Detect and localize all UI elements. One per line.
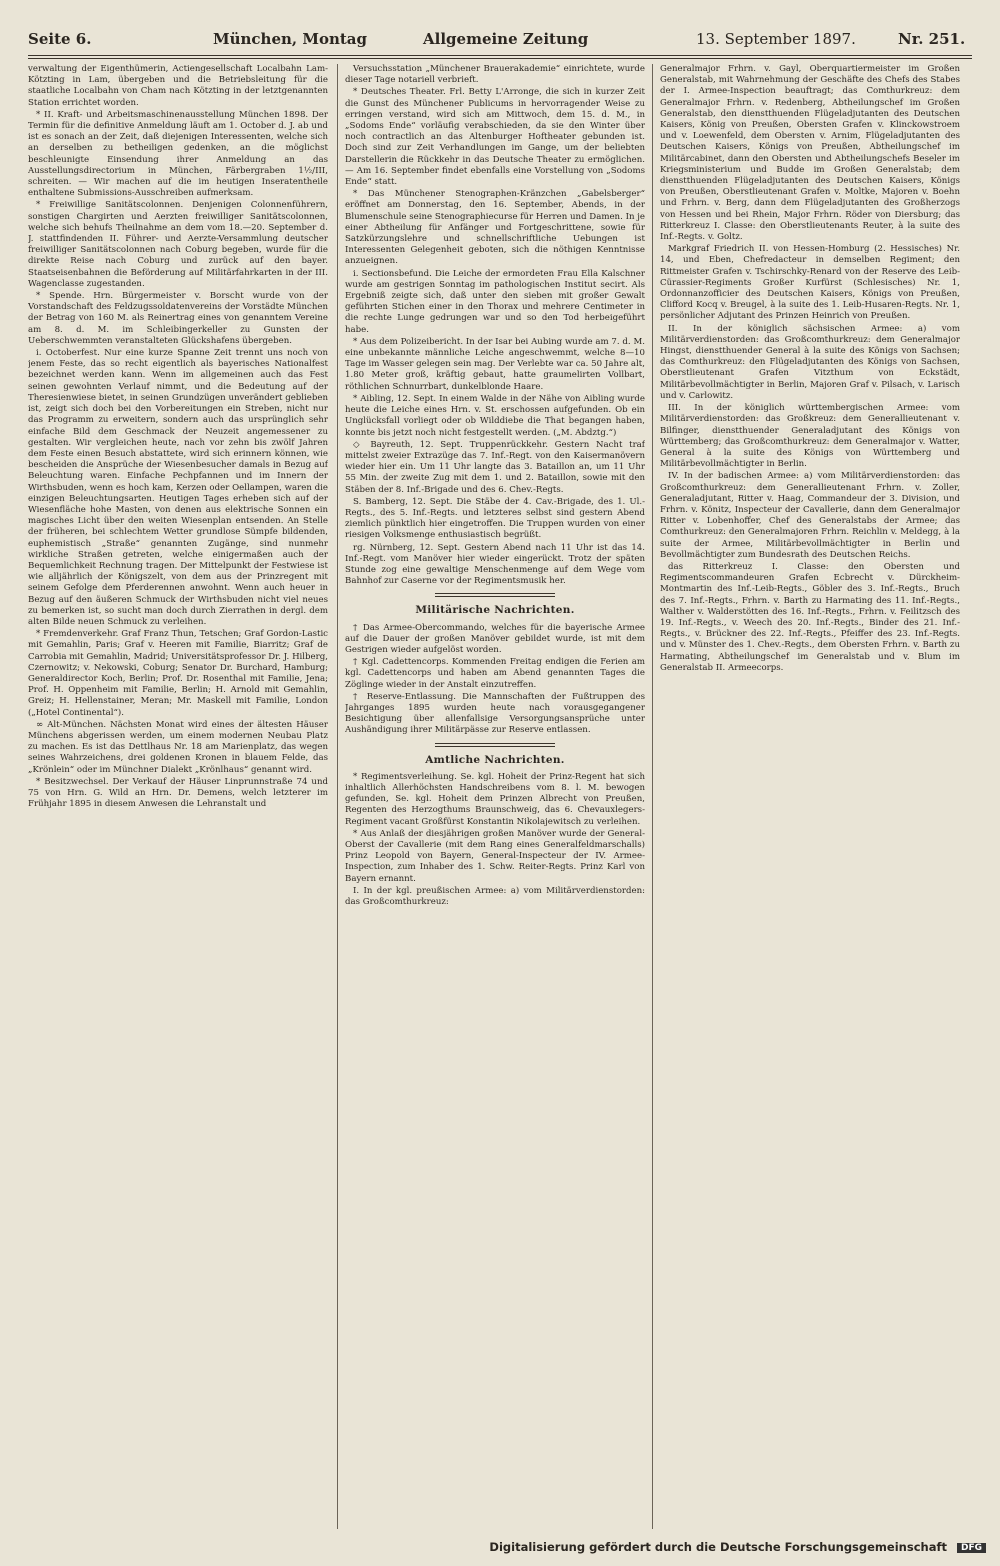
article-paragraph: † Kgl. Cadettencorps. Kommenden Freitag endigen die Ferien am kgl. Cadettencorps und haben am Abend genannten Tages die Zöglinge wieder in der Anstalt einzutreffen. <box>345 657 645 690</box>
article-paragraph: III. In der königlich württembergischen Armee: vom Militärverdienstorden: das Großkreuz: dem Generallieutenant v. Bilfinger, dienstthuender Generaladjutant des Königs von Württemberg; das Großcomthurkreuz: dem Generalmajor v. Watter, General à la suite des Königs von Württemberg und Militärbevollmächtigter in Berlin. <box>660 403 960 470</box>
article-paragraph: * Aus Anlaß der diesjährigen großen Manöver wurde der General-Oberst der Cavallerie (mit dem Rang eines Generalfeldmarschalls) Prinz Leopold von Bayern, General-Inspecteur der IV. Armee-Inspection, zum Inhaber des 1. Schw. Reiter-Regts. Prinz Karl von Bayern ernannt. <box>345 828 645 884</box>
article-paragraph: * Besitzwechsel. Der Verkauf der Häuser Linprunnstraße 74 und 75 von Hrn. G. Wild an Hrn. Dr. Demens, welch letzterer im Frühjahr 1895 in diesem Anwesen die Lehranstalt und <box>28 776 328 810</box>
article-paragraph: * Das Münchener Stenographen-Kränzchen „Gabelsberger“ eröffnet am Donnerstag, den 16. September, Abends, in der Blumenschule seine Stenographiecurse für Herren und Damen. In je einer Abtheilung für Anfänger und Fortgeschrittene, sowie für Satzkürzungslehre und schnellschriftliche Uebungen ist Interessenten Gelegenheit geboten, sich die nöthigen Kenntnisse anzueignen. <box>345 189 645 267</box>
column-separator <box>652 64 653 1529</box>
article-paragraph: * Regimentsverleihung. Se. kgl. Hoheit der Prinz-Regent hat sich inhaltlich Allerhöchsten Handschreibens vom 8. l. M. bewogen gefunden, Se. kgl. Hoheit dem Prinzen Albrecht von Preußen, Regenten des Herzogthums Braunschweig, das 6. Chevauxlegers-Regiment vacant Großfürst Konstantin Nikolajewitsch zu verleihen. <box>345 771 645 827</box>
section-heading-military: Militärische Nachrichten. <box>415 604 575 617</box>
column-1 <box>28 64 328 1534</box>
article-paragraph: * II. Kraft- und Arbeitsmaschinenausstellung München 1898. Der Termin für die definitive Anmeldung läuft am 1. October d. J. ab und ist es sonach an der Zeit, daß diejenigen Interessenten, welche sich an derselben zu betheiligen gedenken, an die möglichst beschleunigte Einsendung ihrer Anmeldung an das Ausstellungsdirectorium in München, Färbergraben 1½/III, schreiten. — Wir machen auf die im heutigen Inseratentheile enthaltene Submissions-Ausschreiben aufmerksam. <box>28 109 328 199</box>
newspaper-title: Allgemeine Zeitung <box>423 30 589 48</box>
article-paragraph: * Fremdenverkehr. Graf Franz Thun, Tetschen; Graf Gordon-Lastic mit Gemahlin, Paris; Graf v. Heeren mit Familie, Biarritz; Graf de Carrobia mit Gemahlin, Madrid; Universitätsprofessor Dr. J. Hilberg, Czernowitz; v. Nekowski, Coburg; Senator Dr. Burchard, Hamburg; Generaldirector Koch, Berlin; Prof. Dr. Rosenthal mit Familie, Jena; Prof. H. Oppenheim mit Familie, Berlin; H. Arnold mit Gemahlin, Greiz; H. Hellenstainer, Meran; Mr. Maskell mit Familie, London („Hotel Continental“). <box>28 629 328 718</box>
article-paragraph: Generalmajor Frhrn. v. Gayl, Oberquartiermeister im Großen Generalstab, mit Wahrnehmung der Geschäfte des Chefs des Stabes der I. Armee-Inspection beauftragt; das Comthurkreuz: dem Generalmajor Frhrn. v. Redenberg, Abtheilungschef im Großen Generalstab, den dienstthuenden Flügeladjutanten des Deutschen Kaisers, König von Preußen, Obersten Grafen v. Klinckowstroem und v. Loewenfeld, dem Obersten v. Arnim, Flügeladjutanten des Deutschen Kaisers, Königs von Preußen, Abtheilungschef im Militärcabinet, dann den Obersten und Abtheilungschefs Beseler im Kriegsministerium und Budde im Großen Generalstab; dem dienstthuenden Flügeladjutanten des Deutschen Kaisers, Königs von Preußen, Oberstlieutenant Grafen v. Moltke, Majoren v. Boehn und Frhrn. v. Berg, dann dem Flügeladjutanten des Großherzogs von Hessen und bei Rhein, Major Frhrn. Röder von Diersburg; das Ritterkreuz I. Classe: den Oberstlieutenants Reuter, à la suite des Inf.-Regts. v. Goltz. <box>660 64 960 243</box>
article-paragraph: II. In der königlich sächsischen Armee: a) vom Militärverdienstorden: das Großcomthurkreuz: dem Generalmajor Hingst, dienstthuender General à la suite des Königs von Sachsen; das Comthurkreuz: den Flügeladjutanten des Königs von Sachsen, Oberstlieutenant Grafen Vitzthum von Eckstädt, Militärbevollmächtigter in Berlin, Majoren Graf v. Pilsach, v. Larisch und v. Carlowitz. <box>660 323 960 401</box>
article-paragraph: i. Octoberfest. Nur eine kurze Spanne Zeit trennt uns noch von jenem Feste, das so recht eigentlich als bayerisches Nationalfest bezeichnet werden kann. Wenn im allgemeinen auch das Fest seinen gewohnten Verlauf nimmt, und die Bedeutung auf der Theresienwiese bietet, in seinen Grundzügen unverändert geblieben ist, zeigt sich doch bei den Vorbereitungen ein Streben, nicht nur das Programm zu erweitern, sondern auch das ursprünglich sehr einfache Bild dem Geschmack der Neuzeit angemessener zu gestalten. Wir vergleichen heute, nach vor zehn bis zwölf Jahren dem Feste einen Besuch abstattete, wird sich erinnern können, wie bescheiden die Ansprüche der Wiesenbesucher damals in Bezug auf Beleuchtung waren. Einfache Pechpfannen und im Innern der Wirthsbuden, wenn es hoch kam, Kerzen oder Oellampen, waren die einzigen Beleuchtungsarten. Heutigen Tages erheben sich auf der Wiesenfläche hohe Masten, von denen aus elektrische Sonnen ein magisches Licht über den weiten Wiesenplan entsenden. An Stelle der früheren, bei schlechtem Wetter grundlose Sümpfe bildenden, euphemistisch „Straße“ genannten Zugänge, sind nunmehr wirkliche Straßen getreten, welche einigermaßen auch der Bequemlichkeit Rechnung tragen. Der Mittelpunkt der Festwiese ist wie alljährlich der Königszelt, von dem aus der Prinzregent mit seinem Gefolge dem Pferderennen anwohnt. Wenn auch heuer in Bezug auf den äußeren Schmuck der Wirthsbuden nicht viel neues zu bemerken ist, so sucht man doch durch Zierrathen in dergl. dem alten Bilde neuen Schmuck zu verleihen. <box>28 348 328 627</box>
article-paragraph: * Aus dem Polizeibericht. In der Isar bei Aubing wurde am 7. d. M. eine unbekannte männliche Leiche angeschwemmt, welche 8—10 Tage im Wasser gelegen sein mag. Der Verlebte war ca. 50 Jahre alt, 1.80 Meter groß, kräftig gebaut, hatte graumelirten Vollbart, röthlichen Schnurrbart, dunkelblonde Haare. <box>345 336 645 392</box>
header-rule-2 <box>28 58 972 59</box>
article-paragraph: Markgraf Friedrich II. von Hessen-Homburg (2. Hessisches) Nr. 14, und Eben, Chefredacteur in demselben Regiment; den Rittmeister Grafen v. Tschirschky-Renard von der Reserve des Leib-Cürassier-Regiments Großer Kurfürst (Schlesisches) Nr. 1, Ordonnanzofficier des Deutschen Kaisers, Königs von Preußen, Clifford Kocq v. Breugel, à la suite des 1. Leib-Husaren-Regts. Nr. 1, persönlicher Adjutant des Prinzen Heinrich von Preußen. <box>660 244 960 322</box>
article-paragraph: * Freiwillige Sanitätscolonnen. Denjenigen Colonnenführern, sonstigen Chargirten und Aerzten freiwilliger Sanitätscolonnen, welche sich behufs Theilnahme an dem vom 18.—20. September d. J. stattfindenden II. Führer- und Aerzte-Versammlung deutscher freiwilliger Sanitätscolonnen nach Coburg begeben, wurde für die direkte Reise nach Coburg und zurück auf den bayer. Staatseisenbahnen die Beförderung auf Militärfahrkarten in der III. Wagenclasse zugestanden. <box>28 200 328 289</box>
article-paragraph: * Deutsches Theater. Frl. Betty L'Arronge, die sich in kurzer Zeit die Gunst des Münchener Publicums in hervorragender Weise zu erringen verstand, wird sich am Mittwoch, dem 15. d. M., in „Sodoms Ende“ vorläufig verabschieden, da sie den Winter über noch contractlich an das Altenburger Hoftheater gebunden ist. Doch sind zur Zeit Verhandlungen im Gange, um der beliebten Darstellerin die Rückkehr in das Deutsche Theater zu ermöglichen. — Am 16. September findet ebenfalls eine Vorstellung von „Sodoms Ende“ statt. <box>345 87 645 188</box>
article-paragraph: S. Bamberg, 12. Sept. Die Stäbe der 4. Cav.-Brigade, des 1. Ul.-Regts., des 5. Inf.-Regts. und letzteres selbst sind gestern Abend ziemlich pünktlich hier eingetroffen. Die Truppen wurden von einer riesigen Volksmenge enthusiastisch begrüßt. <box>345 496 645 541</box>
article-paragraph: ◇ Bayreuth, 12. Sept. Truppenrückkehr. Gestern Nacht traf mittelst zweier Extrazüge das 7. Inf.-Regt. von den Kaisermanövern wieder hier ein. Um 11 Uhr langte das 3. Bataillon an, um 11 Uhr 55 Min. der zweite Zug mit dem 1. und 2. Bataillon, sowie mit den Stäben der 8. Inf.-Brigade und des 6. Chev.-Regts. <box>345 439 645 495</box>
page-number: Seite 6. <box>28 30 92 48</box>
article-paragraph: * Aibling, 12. Sept. In einem Walde in der Nähe von Aibling wurde heute die Leiche eines Hrn. v. St. erschossen aufgefunden. Ob ein Unglücksfall vorliegt oder ob Wilddiebe die That begangen haben, konnte bis jetzt noch nicht festgestellt werden. („M. Abdztg.“) <box>345 393 645 438</box>
article-paragraph: verwaltung der Eigenthümerin, Actiengesellschaft Localbahn Lam-Kötzting in Lam, übergeben und die Betriebsleitung für die staatliche Localbahn von Cham nach Kötzting in der letztgenannten Station errichtet worden. <box>28 64 328 108</box>
header-rule <box>28 55 972 56</box>
article-paragraph: * Spende. Hrn. Bürgermeister v. Borscht wurde von der Vorstandschaft des Feldzugssoldatenvereins der Vorstädte München der Betrag von 160 M. als Reinertrag eines von genanntem Vereine am 8. d. M. im Schleibingerkeller zu Gunsten der Ueberschwemmten veranstalteten Glückshafens übergeben. <box>28 291 328 346</box>
article-paragraph: rg. Nürnberg, 12. Sept. Gestern Abend nach 11 Uhr ist das 14. Inf.-Regt. vom Manöver hier wieder eingerückt. Trotz der späten Stunde zog eine gewaltige Menschenmenge auf dem Wege vom Bahnhof zur Caserne vor der Regimentsmusik her. <box>345 542 645 587</box>
section-divider <box>435 593 555 597</box>
article-paragraph: † Reserve-Entlassung. Die Mannschaften der Fußtruppen des Jahrganges 1895 wurden heute nach vorausgegangener Besichtigung über allenfallsige Versorgungsansprüche unter Aushändigung ihrer Militärpässe zur Reserve entlassen. <box>345 691 645 736</box>
article-paragraph: Versuchsstation „Münchener Brauerakademie“ einrichtete, wurde dieser Tage notariell verbrieft. <box>345 64 645 86</box>
article-paragraph: das Ritterkreuz I. Classe: den Obersten und Regimentscommandeuren Grafen Ecbrecht v. Dürckheim-Montmartin des Inf.-Leib-Regts., Göbler des 3. Inf.-Regts., Bruch des 7. Inf.-Regts., Frhrn. v. Barth zu Harmating des 11. Inf.-Regts., Walther v. Walderstötten des 16. Inf.-Regts., Frhrn. v. Feilitzsch des 19. Inf.-Regts., v. Weech des 20. Inf.-Regts., Binder des 21. Inf.-Regts., v. Brückner des 22. Inf.-Regts., Pfeiffer des 23. Inf.-Regts. und v. Münster des 1. Chev.-Regts., dem Obersten Frhrn. v. Barth zu Harmating, Abtheilungschef im Generalstab und v. Blum im Generalstab II. Armeecorps. <box>660 561 960 673</box>
article-paragraph: I. In der kgl. preußischen Armee: a) vom Militärverdienstorden: das Großcomthurkreuz: <box>345 885 645 908</box>
article-paragraph: IV. In der badischen Armee: a) vom Militärverdienstorden: das Großcomthurkreuz: dem Generallieutenant Frhrn. v. Zoller, Generaladjutant, Ritter v. Haag, Commandeur der 3. Division, und Frhrn. v. Könitz, Inspecteur der Cavallerie, dann dem Generalmajor Ritter v. Lobenhoffer, Chef des Generalstabs der Armee; das Comthurkreuz: den Generalmajoren Frhrn. Reichlin v. Meldegg, à la suite der Armee, Militärbevollmächtigter in Berlin und Bevollmächtigter zum Bundesrath des Deutschen Reichs. <box>660 471 960 560</box>
page-header <box>28 30 972 54</box>
column-3 <box>660 64 960 1534</box>
dfg-logo: DFG <box>957 1543 986 1553</box>
column-separator <box>337 64 338 1529</box>
article-paragraph: ∞ Alt-München. Nächsten Monat wird eines der ältesten Häuser Münchens abgerissen werden, um einem modernen Neubau Platz zu machen. Es ist das Dettlhaus Nr. 18 am Marienplatz, das wegen seines Wahrzeichens, drei goldenen Kronen in blauem Felde, das „Krönlein“ oder im Münchner Dialekt „Krönlhaus“ genannt wird. <box>28 719 328 775</box>
section-heading-official: Amtliche Nachrichten. <box>425 753 565 766</box>
issue-number: Nr. 251. <box>898 30 966 48</box>
credit-text: Digitalisierung gefördert durch die Deutsche Forschungsgemeinschaft <box>489 1540 947 1554</box>
article-paragraph: † Das Armee-Obercommando, welches für die bayerische Armee auf die Dauer der großen Manöver gebildet wurde, ist mit dem Gestrigen wieder aufgelöst worden. <box>345 622 645 655</box>
place-day: München, Montag <box>213 30 367 48</box>
digitization-credit <box>489 1540 986 1558</box>
issue-date: 13. September 1897. <box>696 30 856 48</box>
column-2 <box>345 64 645 1534</box>
section-divider <box>435 743 555 747</box>
article-paragraph: i. Sectionsbefund. Die Leiche der ermordeten Frau Ella Kalschner wurde am gestrigen Sonntag im pathologischen Institut secirt. Als Ergebniß zeigte sich, daß unter den sieben mit großer Gewalt geführten Stichen einer in den Thorax und mehrere Centimeter in die rechte Lunge gedrungen war und so den Tod herbeigeführt habe. <box>345 268 645 335</box>
